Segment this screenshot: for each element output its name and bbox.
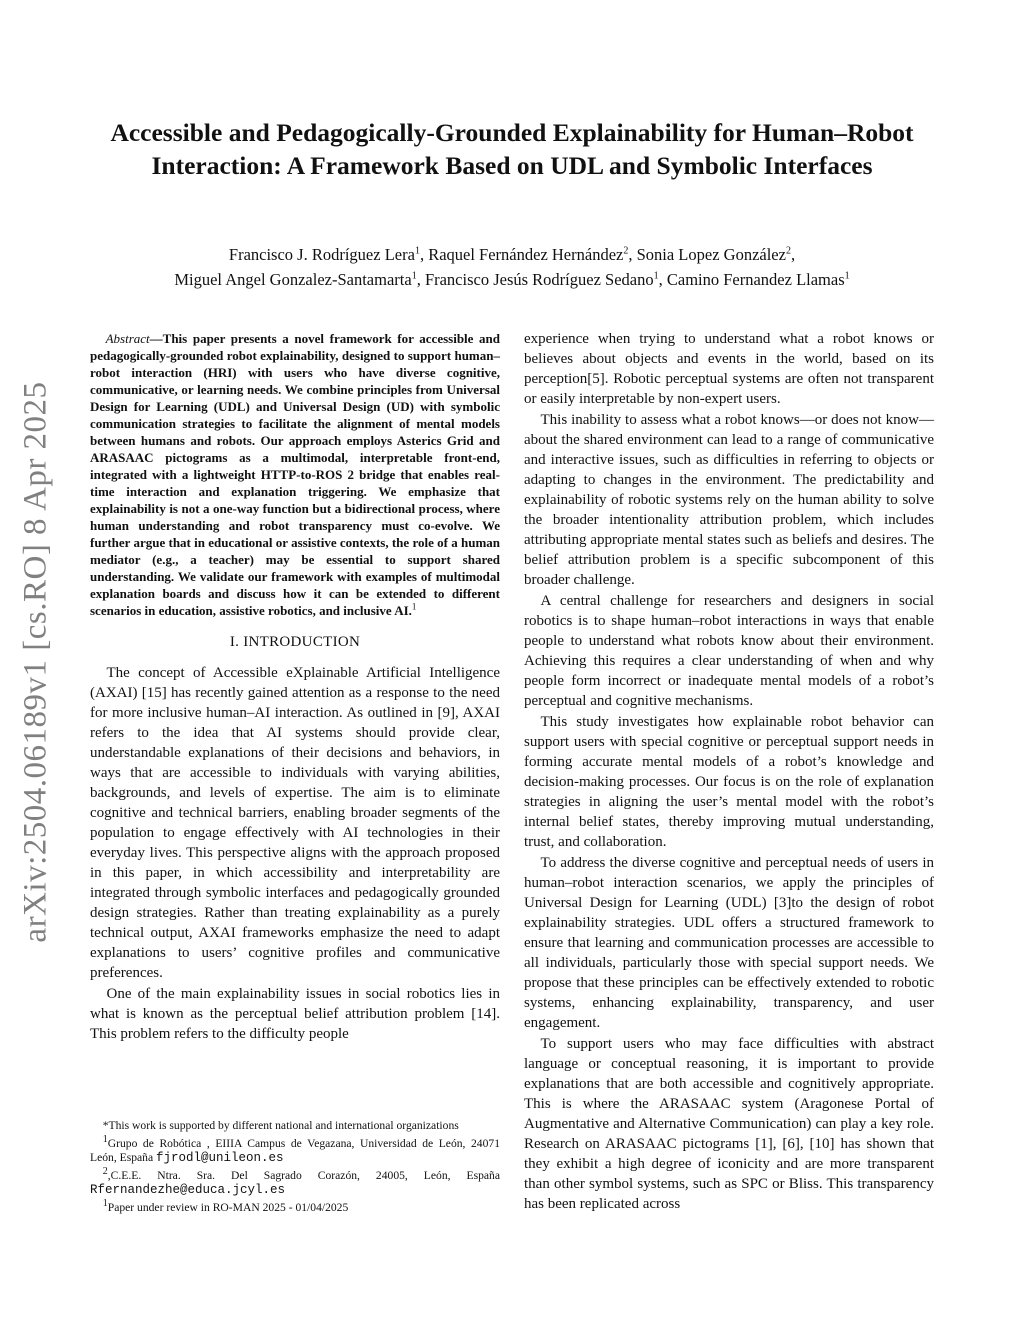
- paragraph: To support users who may face difficulties with abstract language or conceptual reasoning, it is important to provide explanations that are both accessible and cognitively appropriate. This is where the ARASAAC system (Aragonese Portal of Augmentative and Alternative Communication) can play a key role. Research on ARASAAC pictograms [1], [6], [10] has shown that they exhibit a high degree of iconicity and are more transparent than other symbol systems, such as SPC or Bliss. This transparency has been replicated across: [524, 1036, 934, 1212]
- abstract: [90, 330, 500, 619]
- paragraph: This inability to assess what a robot knows—or does not know—about the shared environment can lead to a range of communicative and interactive issues, such as difficulties in referring to objects or adapting to changes in the environment. The predictability and explainability of robotic systems rely on the human ability to solve the broader intentionality attribution problem, which includes attributing appropriate mental states such as beliefs and desires. The belief attribution problem is a specific subcomponent of this broader challenge.: [524, 412, 934, 588]
- email-link[interactable]: fjrodl@unileon.es: [156, 1151, 284, 1165]
- left-column: [90, 330, 500, 1044]
- paragraph: To address the diverse cognitive and perceptual needs of users in human–robot interaction scenarios, we apply the principles of Universal Design for Learning (UDL) [3]to the design of robot explainability strategies. UDL offers a structured framework to ensure that learning and communication processes are accessible to all individuals, particularly those with special support needs. We propose that these principles can be effectively extended to robotic systems, enhancing explainability, transparency, and user engagement.: [524, 855, 934, 1031]
- arxiv-identifier: arXiv:2504.06189v1 [cs.RO] 8 Apr 2025: [17, 381, 54, 943]
- author-name: Francisco J. Rodríguez Lera: [228, 245, 415, 264]
- footnotes: [90, 1119, 500, 1219]
- paragraph: The concept of Accessible eXplainable Artificial Intelligence (AXAI) [15] has recently gained attention as a response to the need for more inclusive human–AI interaction. As outlined in [9], AXAI refers to the idea that AI systems should provide clear, understandable explanations of their decisions and behaviors, in ways that are accessible to individuals with varying abilities, backgrounds, and levels of expertise. The aim is to eliminate cognitive and technical barriers, enabling broader segments of the population to engage effectively with AI technologies in their everyday lives. This perspective aligns with the approach proposed in this paper, in which accessibility and interpretability are integrated through symbolic interfaces and pedagogically grounded design strategies. Rather than treating explainability as a purely technical output, AXAI frameworks emphasize the need to adapt explanations to users’ cognitive profiles and communicative preferences.: [90, 665, 500, 981]
- author-name: Raquel Fernández Hernández: [428, 245, 624, 264]
- author-name: Miguel Angel Gonzalez-Santamarta: [174, 270, 412, 289]
- footnote-review-note: $^1$Paper under review in RO-MAN 2025 - 01/04/2025: [102, 1198, 349, 1214]
- footnote-affiliation-1: $^1$Grupo de Robótica , EIIIA Campus de Vegazana, Universidad de León, 24071 León, España fjrodl@unileon.es: [90, 1134, 500, 1165]
- author-affiliation: 2: [785, 245, 791, 257]
- footnote-support: *This work is supported by different national and international organizations: [102, 1119, 459, 1132]
- abstract-footnote-mark: 1: [411, 601, 417, 612]
- paragraph: This study investigates how explainable robot behavior can support users with special cognitive or perceptual support needs in forming accurate mental models of a robot’s knowledge and decision-making processes. Our focus is on the role of explanation strategies in aligning the user’s mental model with the robot’s internal belief states, thereby improving mutual understanding, trust, and collaboration.: [524, 714, 934, 850]
- footnote-affiliation-2: $^2$,C.E.E. Ntra. Sra. Del Sagrado Corazón, 24005, León, España Rfernandezhe@educa.jcyl.es: [90, 1166, 500, 1197]
- author-line-1: Francisco J. Rodríguez Lera$^1$, Raquel Fernández Hernández$^2$, Sonia Lopez González$^2$,: [228, 245, 796, 264]
- author-list: [90, 242, 934, 292]
- paragraph: A central challenge for researchers and designers in social robotics is to shape human–robot interactions in ways that enable people to understand what robots know about their environment. Achieving this requires a clear understanding of when and why people form incorrect or inadequate mental models of a robot’s perceptual and cognitive mechanisms.: [524, 593, 934, 709]
- author-affiliation: 1: [411, 270, 417, 282]
- author-name: Sonia Lopez González: [636, 245, 786, 264]
- author-affiliation: 1: [844, 270, 850, 282]
- author-affiliation: 1: [414, 245, 420, 257]
- abstract-label: Abstract: [105, 331, 150, 346]
- paragraph: experience when trying to understand what a robot knows or believes about objects and events in the world, based on its perception[5]. Robotic perceptual systems are often not transparent or easily interpretable by non-expert users.: [524, 331, 934, 407]
- email-link[interactable]: Rfernandezhe@educa.jcyl.es: [90, 1183, 286, 1197]
- section-heading-introduction: I. INTRODUCTION: [229, 634, 361, 650]
- right-column: [524, 329, 934, 1214]
- author-name: Francisco Jesús Rodríguez Sedano: [424, 270, 654, 289]
- paragraph: One of the main explainability issues in social robotics lies in what is known as the perceptual belief attribution problem [14]. This problem refers to the difficulty people: [90, 986, 500, 1042]
- author-affiliation: 1: [653, 270, 659, 282]
- author-name: Camino Fernandez Llamas: [666, 270, 845, 289]
- abstract-text: —This paper presents a novel framework for accessible and pedagogically-grounded robot explainability, designed to support human–robot interaction (HRI) with users who have diverse cognitive, communicative, or learning needs. We combine principles from Universal Design for Learning (UDL) and Universal Design (UD) with symbolic communication strategies to facilitate the alignment of mental models between humans and robots. Our approach employs Asterics Grid and ARASAAC pictograms as a multimodal, interpretable front-end, integrated with a lightweight HTTP-to-ROS 2 bridge that enables real-time interaction and explanation triggering. We emphasize that explainability is not a one-way function but a bidirectional process, where human understanding and robot transparency must co-evolve. We further argue that in educational or assistive contexts, the role of a human mediator (e.g., a teacher) may be essential to support shared understanding. We validate our framework with examples of multimodal explanation boards and discuss how it can be extended to different scenarios in education, assistive robotics, and inclusive AI.: [90, 331, 500, 618]
- paper-title: Accessible and Pedagogically-Grounded Explainability for Human–Robot Interaction: A Framework Based on UDL and Symbolic Interfaces: [110, 118, 914, 180]
- author-affiliation: 2: [623, 245, 629, 257]
- author-line-2: Miguel Angel Gonzalez-Santamarta$^1$, Francisco Jesús Rodríguez Sedano$^1$, Camino Fernandez Llamas$^1$: [174, 270, 850, 289]
